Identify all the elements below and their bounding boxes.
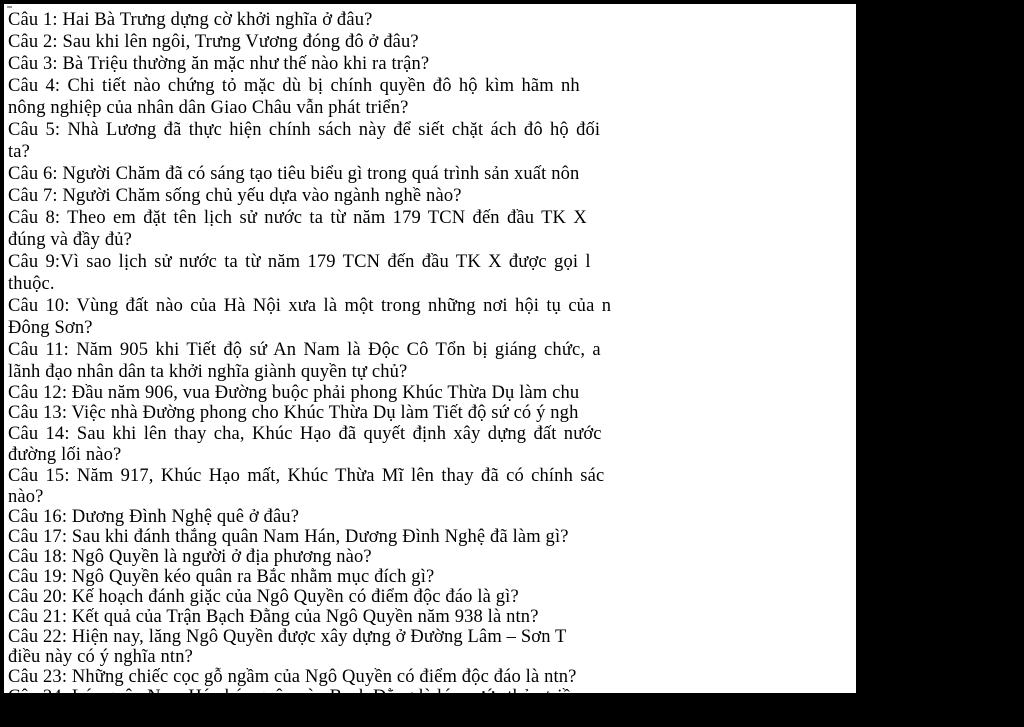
text-line: Câu 23: Những chiếc cọc gỗ ngầm của Ngô Quyền có điểm độc đáo là ntn? — [8, 667, 577, 687]
text-line: Đông Sơn? — [8, 318, 93, 338]
text-line: Câu 24: Lúc quân Nam Hán kéo quân vào Bạch Đằng là lúc nước thủy triều — [8, 687, 581, 707]
document-image — [4, 4, 856, 727]
question-list — [8, 9, 908, 727]
text-line: Câu 13: Việc nhà Đường phong cho Khúc Thừa Dụ làm Tiết độ sứ có ý ngh — [8, 403, 579, 423]
text-line: Câu 14: Sau khi lên thay cha, Khúc Hạo đã quyết định xây dựng đất nước — [8, 424, 602, 444]
text-line: Câu 20: Kế hoạch đánh giặc của Ngô Quyền có điểm độc đáo là gì? — [8, 587, 519, 607]
text-line: Câu 19: Ngô Quyền kéo quân ra Bắc nhằm mục đích gì? — [8, 567, 435, 587]
text-line: Câu 18: Ngô Quyền là người ở địa phương nào? — [8, 547, 372, 567]
text-line: Câu 25: Tướng Hoằng Tháo trong trận Bạch Đằng đã bị ntn? — [8, 707, 467, 727]
text-line: điều này có ý nghĩa ntn? — [8, 647, 193, 667]
text-line: Câu 12: Đầu năm 906, vua Đường buộc phải phong Khúc Thừa Dụ làm chu — [8, 383, 580, 403]
text-line: thuộc. — [8, 274, 55, 294]
text-line: Câu 15: Năm 917, Khúc Hạo mất, Khúc Thừa Mĩ lên thay đã có chính sác — [8, 466, 605, 486]
text-line: Câu 3: Bà Triệu thường ăn mặc như thế nào khi ra trận? — [8, 54, 430, 74]
text-line: Câu 1: Hai Bà Trưng dựng cờ khởi nghĩa ở đâu? — [8, 10, 373, 30]
text-line: lãnh đạo nhân dân ta khởi nghĩa giành quyền tự chủ? — [8, 362, 408, 382]
text-line: Câu 9:Vì sao lịch sử nước ta từ năm 179 TCN đến đầu TK X được gọi l — [8, 252, 591, 272]
text-line: Câu 8: Theo em đặt tên lịch sử nước ta từ năm 179 TCN đến đầu TK X — [8, 208, 587, 228]
text-line: Câu 6: Người Chăm đã có sáng tạo tiêu biểu gì trong quá trình sản xuất nôn — [8, 164, 580, 184]
text-line: Câu 5: Nhà Lương đã thực hiện chính sách này để siết chặt ách đô hộ đối — [8, 120, 601, 140]
text-line: đúng và đầy đủ? — [8, 230, 133, 250]
text-line: Câu 10: Vùng đất nào của Hà Nội xưa là một trong những nơi hội tụ của n — [8, 296, 612, 316]
text-line: Câu 2: Sau khi lên ngôi, Trưng Vương đóng đô ở đâu? — [8, 32, 419, 52]
text-line: Câu 7: Người Chăm sống chủ yếu dựa vào ngành nghề nào? — [8, 186, 462, 206]
text-line: Câu 17: Sau khi đánh thắng quân Nam Hán, Dương Đình Nghệ đã làm gì? — [8, 527, 569, 547]
text-line: nào? — [8, 487, 44, 507]
text-line: Câu 16: Dương Đình Nghệ quê ở đâu? — [8, 507, 300, 527]
text-line: đường lối nào? — [8, 445, 122, 465]
corner-marker — [7, 6, 12, 8]
text-line: Câu 11: Năm 905 khi Tiết độ sứ An Nam là Độc Cô Tổn bị giáng chức, a — [8, 340, 601, 360]
text-line: ta? — [8, 142, 31, 162]
text-line: Câu 22: Hiện nay, lăng Ngô Quyền được xây dựng ở Đường Lâm – Sơn T — [8, 627, 567, 647]
text-line: Câu 4: Chi tiết nào chứng tỏ mặc dù bị chính quyền đô hộ kìm hãm nh — [8, 76, 580, 96]
text-line: Câu 21: Kết quả của Trận Bạch Đằng của Ngô Quyền năm 938 là ntn? — [8, 607, 539, 627]
text-line: nông nghiệp của nhân dân Giao Châu vẫn phát triển? — [8, 98, 409, 118]
